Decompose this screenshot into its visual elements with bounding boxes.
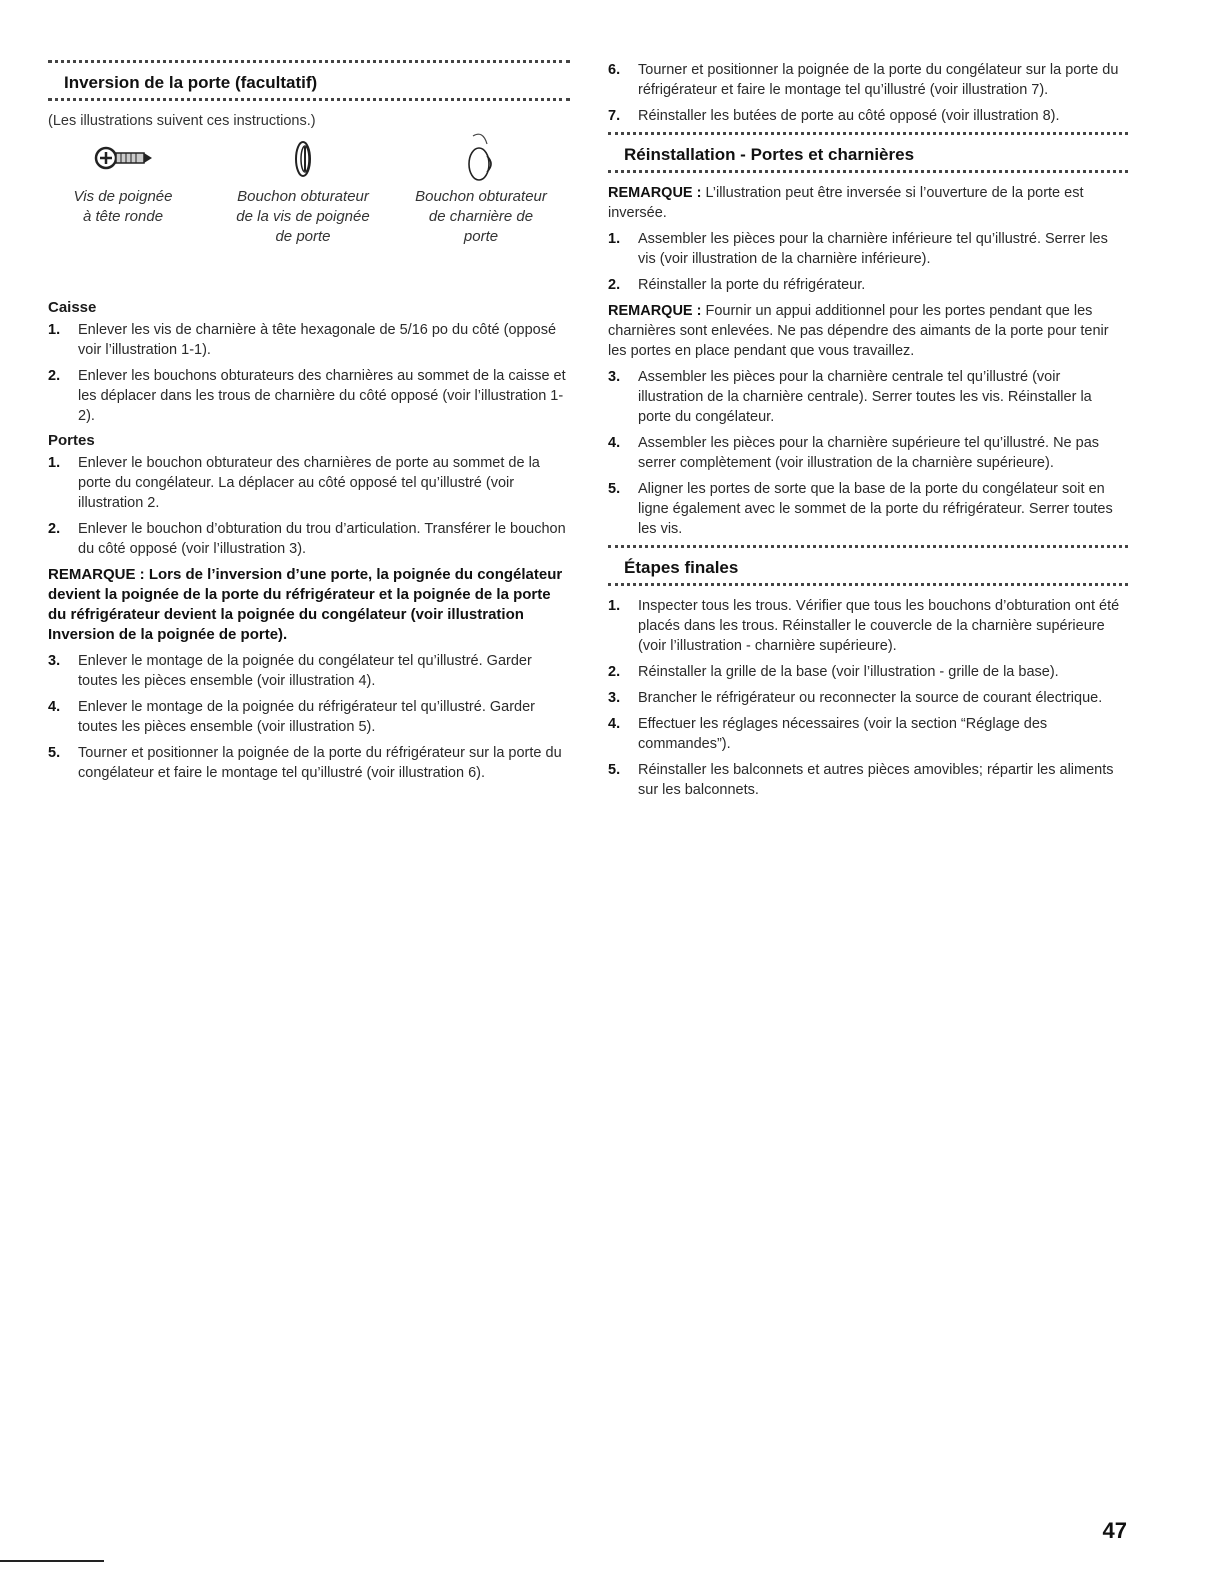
section-header-inversion	[48, 60, 570, 105]
list-item	[608, 596, 1128, 656]
step-text: Inspecter tous les trous. Vérifier que tous les bouchons d’obturation ont été placés dans les trous. Réinstaller le couvercle de la charnière supérieure (voir l’illustration - charnière supérieure).	[638, 598, 1120, 654]
part-handle-plug	[208, 135, 398, 247]
inversion-steps-continued	[608, 60, 1128, 126]
list-item	[608, 479, 1128, 539]
remarque-text: Fournir un appui additionnel pour les portes pendant que les charnières sont enlevées. Ne pas dépendre des aimants de la porte pour tenir les portes en place pendant que vous travaillez.	[608, 303, 1109, 359]
list-item	[48, 320, 570, 360]
reinstallation-steps	[608, 229, 1128, 295]
portes-steps	[48, 453, 570, 559]
step-text: Assembler les pièces pour la charnière centrale tel qu’illustré (voir illustration de la charnière centrale). Serrer toutes les vis. Réinstaller la porte du congélateur.	[638, 369, 1092, 425]
step-number: 5.	[48, 745, 61, 761]
dotted-rule	[48, 98, 570, 105]
part-caption: Vis de poignée à tête ronde	[73, 188, 173, 225]
portes-steps-continued	[48, 651, 570, 783]
section-title: Étapes finales	[624, 558, 739, 577]
portes-heading: Portes	[48, 432, 95, 449]
list-item	[48, 743, 570, 783]
step-text: Effectuer les réglages nécessaires (voir la section “Réglage des commandes”).	[638, 716, 1048, 752]
step-number: 3.	[608, 690, 621, 706]
handle-screw-plug-icon	[208, 135, 398, 181]
part-caption: Bouchon obturateur de charnière de porte	[415, 188, 547, 245]
step-text: Assembler les pièces pour la charnière inférieure tel qu’illustré. Serrer les vis (voir illustration de la charnière inférieure).	[638, 231, 1108, 267]
section-header-etapes	[608, 545, 1128, 590]
list-item	[48, 697, 570, 737]
part-screw	[48, 135, 198, 227]
step-text: Réinstaller les butées de porte au côté opposé (voir illustration 8).	[638, 108, 1060, 124]
parts-legend	[48, 135, 570, 295]
remarque-label: REMARQUE :	[608, 185, 702, 201]
step-text: Tourner et positionner la poignée de la porte du réfrigérateur sur la porte du congélateur et faire le montage tel qu’illustré (voir illustration 6).	[78, 745, 562, 781]
step-text: Enlever le bouchon obturateur des charnières de porte au sommet de la porte du congélateur. La déplacer au côté opposé tel qu’illustré (voir illustration 2.	[78, 455, 540, 511]
step-text: Enlever les vis de charnière à tête hexagonale de 5/16 po du côté (opposé voir l’illustration 1-1).	[78, 322, 557, 358]
step-text: Réinstaller la porte du réfrigérateur.	[638, 277, 866, 293]
list-item	[608, 229, 1128, 269]
footer-rule	[0, 1560, 104, 1562]
step-number: 5.	[608, 762, 621, 778]
step-text: Enlever le bouchon d’obturation du trou d’articulation. Transférer le bouchon du côté opposé (voir l’illustration 3).	[78, 521, 566, 557]
list-item	[48, 519, 570, 559]
list-item	[608, 367, 1128, 427]
step-text: Réinstaller la grille de la base (voir l’illustration - grille de la base).	[638, 664, 1059, 680]
remarque-note: REMARQUE : Lors de l’inversion d’une porte, la poignée du congélateur devient la poignée de la porte du réfrigérateur et la poignée de la porte du réfrigérateur devient la poignée du congélateur (voir illustration Inversion de la poignée de porte).	[48, 566, 563, 643]
step-number: 7.	[608, 108, 621, 124]
step-number: 1.	[48, 455, 61, 471]
step-text: Réinstaller les balconnets et autres pièces amovibles; répartir les aliments sur les balconnets.	[638, 762, 1114, 798]
step-number: 4.	[608, 716, 621, 732]
remarque-label: REMARQUE :	[608, 303, 702, 319]
step-number: 1.	[48, 322, 61, 338]
list-item	[608, 688, 1128, 708]
dotted-rule	[48, 60, 570, 67]
list-item	[48, 453, 570, 513]
step-text: Enlever le montage de la poignée du réfrigérateur tel qu’illustré. Garder toutes les pièces ensemble (voir illustration 5).	[78, 699, 536, 735]
dotted-rule	[608, 170, 1128, 177]
step-number: 2.	[608, 277, 621, 293]
step-number: 3.	[48, 653, 61, 669]
part-hinge-plug	[396, 135, 566, 247]
page-number: 47	[1102, 1518, 1127, 1543]
list-item	[608, 433, 1128, 473]
intro-text: (Les illustrations suivent ces instructions.)	[48, 113, 316, 129]
step-number: 3.	[608, 369, 621, 385]
caisse-heading: Caisse	[48, 299, 97, 316]
part-caption: Bouchon obturateur de la vis de poignée de porte	[236, 188, 370, 245]
step-number: 2.	[608, 664, 621, 680]
right-column	[608, 60, 1128, 806]
step-text: Enlever le montage de la poignée du congélateur tel qu’illustré. Garder toutes les pièces ensemble (voir illustration 4).	[78, 653, 532, 689]
dotted-rule	[608, 132, 1128, 139]
step-number: 2.	[48, 521, 61, 537]
step-text: Aligner les portes de sorte que la base de la porte du congélateur soit en ligne également avec le sommet de la porte du réfrigérateur. Serrer toutes les vis.	[638, 481, 1113, 537]
hinge-plug-icon	[396, 135, 566, 181]
step-number: 5.	[608, 481, 621, 497]
remarque-text: L’illustration peut être inversée si l’ouverture de la porte est inversée.	[608, 185, 1084, 221]
step-text: Assembler les pièces pour la charnière supérieure tel qu’illustré. Ne pas serrer complètement (voir illustration de la charnière supérieure).	[638, 435, 1100, 471]
step-number: 1.	[608, 231, 621, 247]
list-item	[608, 714, 1128, 754]
section-title: Réinstallation - Portes et charnières	[624, 145, 915, 164]
step-number: 2.	[48, 368, 61, 384]
left-column	[48, 60, 570, 789]
list-item	[608, 760, 1128, 800]
list-item	[608, 60, 1128, 100]
final-steps	[608, 596, 1128, 800]
remarque-note-1	[608, 183, 1128, 223]
section-title: Inversion de la porte (facultatif)	[64, 73, 318, 92]
round-head-screw-icon	[48, 135, 198, 181]
step-text: Tourner et positionner la poignée de la porte du congélateur sur la porte du réfrigérateur et faire le montage tel qu’illustré (voir illustration 7).	[638, 62, 1119, 98]
list-item	[48, 366, 570, 426]
reinstallation-steps-continued	[608, 367, 1128, 539]
list-item	[608, 662, 1128, 682]
dotted-rule	[608, 583, 1128, 590]
step-text: Enlever les bouchons obturateurs des charnières au sommet de la caisse et les déplacer dans les trous de charnière du côté opposé (voir l’illustration 1-2).	[78, 368, 566, 424]
step-number: 4.	[48, 699, 61, 715]
list-item	[48, 651, 570, 691]
section-header-reinstallation	[608, 132, 1128, 177]
remarque-note-2	[608, 301, 1128, 361]
step-number: 4.	[608, 435, 621, 451]
step-number: 1.	[608, 598, 621, 614]
list-item	[608, 106, 1128, 126]
step-text: Brancher le réfrigérateur ou reconnecter la source de courant électrique.	[638, 690, 1103, 706]
list-item	[608, 275, 1128, 295]
caisse-steps	[48, 320, 570, 426]
dotted-rule	[608, 545, 1128, 552]
step-number: 6.	[608, 62, 621, 78]
